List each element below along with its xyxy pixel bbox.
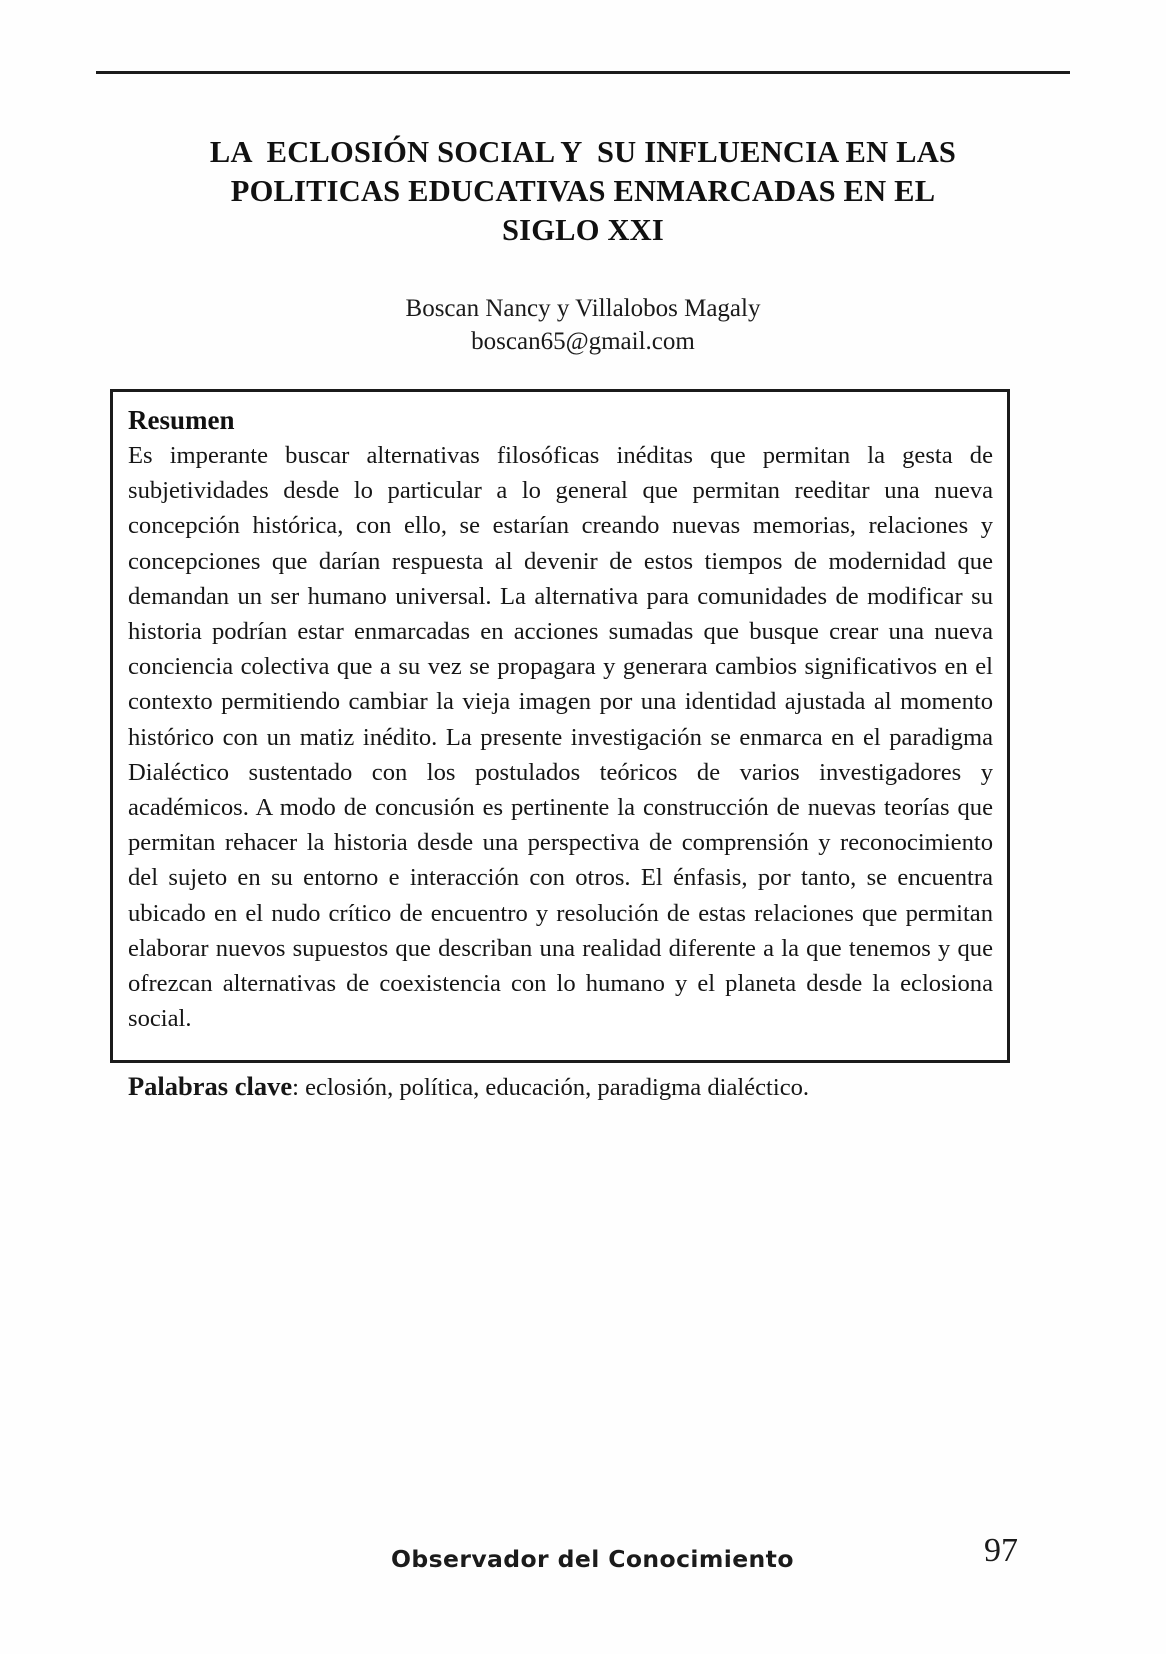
keywords-label: Palabras clave [128,1071,293,1102]
page-title [120,133,1046,250]
keywords-value: : eclosión, política, educación, paradigma dialéctico. [292,1074,810,1102]
abstract-body: Es imperante buscar alternativas filosóficas inéditas que permitan la gesta de subjetividades desde lo particular a lo general que permitan reeditar una nueva concepción histórica, con ello, se estarían creando nuevas memorias, relaciones y concepciones que darían respuesta al devenir de estos tiempos de modernidad que demandan un ser humano universal. La alternativa para comunidades de modificar su historia podrían estar enmarcadas en acciones sumadas que busque crear una nueva conciencia colectiva que a su vez se propagara y generara cambios significativos en el contexto permitiendo cambiar la vieja imagen por una identidad ajustada al momento histórico con un matiz inédito. La presente investigación se enmarca en el paradigma Dialéctico sustentado con los postulados teóricos de varios investigadores y académicos. A modo de concusión es pertinente la construcción de nuevas teorías que permitan rehacer la historia desde una perspectiva de comprensión y reconocimiento del sujeto en su entorno e interacción con otros. El énfasis, por tanto, se encuentra ubicado en el nudo crítico de encuentro y resolución de estas relaciones que permitan elaborar nuevos supuestos que describan una realidad diferente a la que tenemos y que ofrezcan alternativas de coexistencia con lo humano y el planeta desde la eclosiona social. [128,442,993,1033]
abstract-heading: Resumen [128,405,235,435]
footer-publication: Observador del Conocimiento [391,1545,794,1573]
author-email: boscan65@gmail.com [471,328,695,355]
header-rule [96,71,1070,74]
author-names: Boscan Nancy y Villalobos Magaly [405,295,761,322]
title-line-1: LA ECLOSIÓN SOCIAL Y SU INFLUENCIA EN LAS [209,135,957,169]
title-line-2: POLITICAS EDUCATIVAS ENMARCADAS EN EL [230,174,936,208]
author-block [120,292,1046,358]
keywords-line [128,1069,993,1105]
footer-page-number: 97 [984,1532,1018,1569]
abstract-box [110,389,1010,1102]
title-line-3: SIGLO XXI [502,213,664,247]
